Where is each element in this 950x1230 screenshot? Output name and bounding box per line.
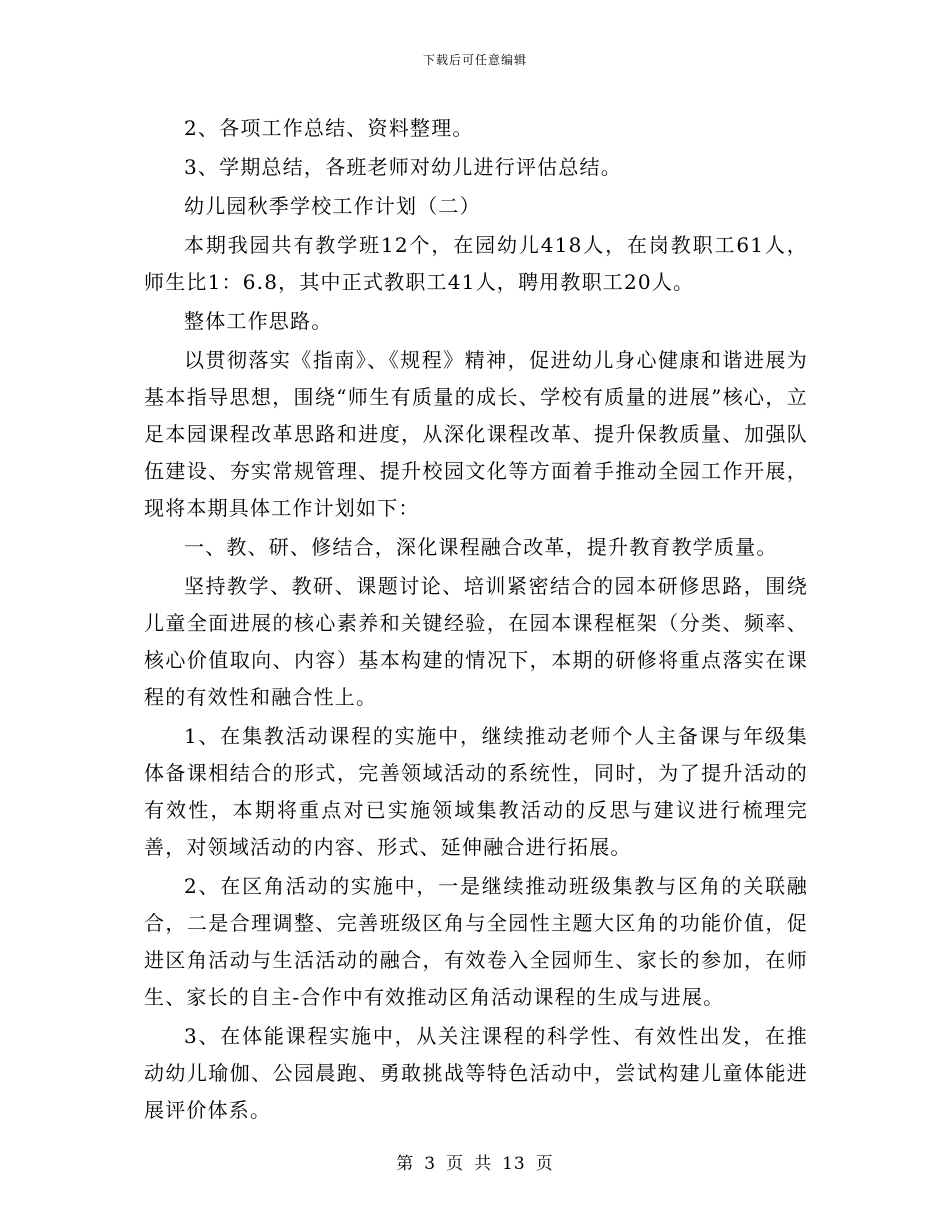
footer-total-pages: 13 (502, 1154, 526, 1174)
footer-current-page: 3 (424, 1154, 437, 1174)
footer-prefix: 第 (396, 1154, 415, 1174)
paragraph: 本期我园共有教学班12个，在园幼儿418人，在岗教职工61人，师生比1：6.8，其中正式教职工41人，聘用教职工20人。 (144, 233, 808, 294)
section-heading: 整体工作思路。 (184, 309, 333, 333)
footer-page-word: 页 (446, 1154, 465, 1174)
page-header: 下载后可任意编辑 (422, 53, 527, 67)
document-body (144, 110, 808, 1129)
section-heading: 一、教、研、修结合，深化课程融合改革，提升教育教学质量。 (184, 535, 778, 559)
paragraph: 2、各项工作总结、资料整理。 (184, 116, 474, 140)
footer-total-word: 共 (474, 1154, 493, 1174)
paragraph: 3、在体能课程实施中，从关注课程的科学性、有效性出发，在推动幼儿瑜伽、公园晨跑、勇敢挑战等特色活动中，尝试构建儿童体能进展评价体系。 (144, 1024, 808, 1122)
section-title: 幼儿园秋季学校工作计划（二） (184, 194, 481, 218)
footer-suffix: 页 (535, 1154, 554, 1174)
paragraph: 以贯彻落实《指南》、《规程》精神，促进幼儿身心健康和谐进展为基本指导思想，围绕“师生有质量的成长、学校有质量的进展”核心，立足本园课程改革思路和进度，从深化课程改革、提升保教质量、加强队伍建设、夯实常规管理、提升校园文化等方面着手推动全园工作开展，现将本期具体工作计划如下： (144, 348, 808, 520)
paragraph: 1、在集教活动课程的实施中，继续推动老师个人主备课与年级集体备课相结合的形式，完善领域活动的系统性，同时，为了提升活动的有效性，本期将重点对已实施领域集教活动的反思与建议进行梳理完善，对领域活动的内容、形式、延伸融合进行拓展。 (144, 724, 808, 859)
paragraph: 3、学期总结，各班老师对幼儿进行评估总结。 (184, 155, 622, 179)
paragraph: 坚持教学、教研、课题讨论、培训紧密结合的园本研修思路，围绕儿童全面进展的核心素养和关键经验，在园本课程框架（分类、频率、核心价值取向、内容）基本构建的情况下，本期的研修将重点落实在课程的有效性和融合性上。 (144, 574, 808, 709)
page-footer (0, 1152, 950, 1176)
paragraph: 2、在区角活动的实施中，一是继续推动班级集教与区角的关联融合，二是合理调整、完善班级区角与全园性主题大区角的功能价值，促进区角活动与生活活动的融合，有效卷入全园师生、家长的参加，在师生、家长的自主-合作中有效推动区角活动课程的生成与进展。 (144, 874, 808, 1009)
